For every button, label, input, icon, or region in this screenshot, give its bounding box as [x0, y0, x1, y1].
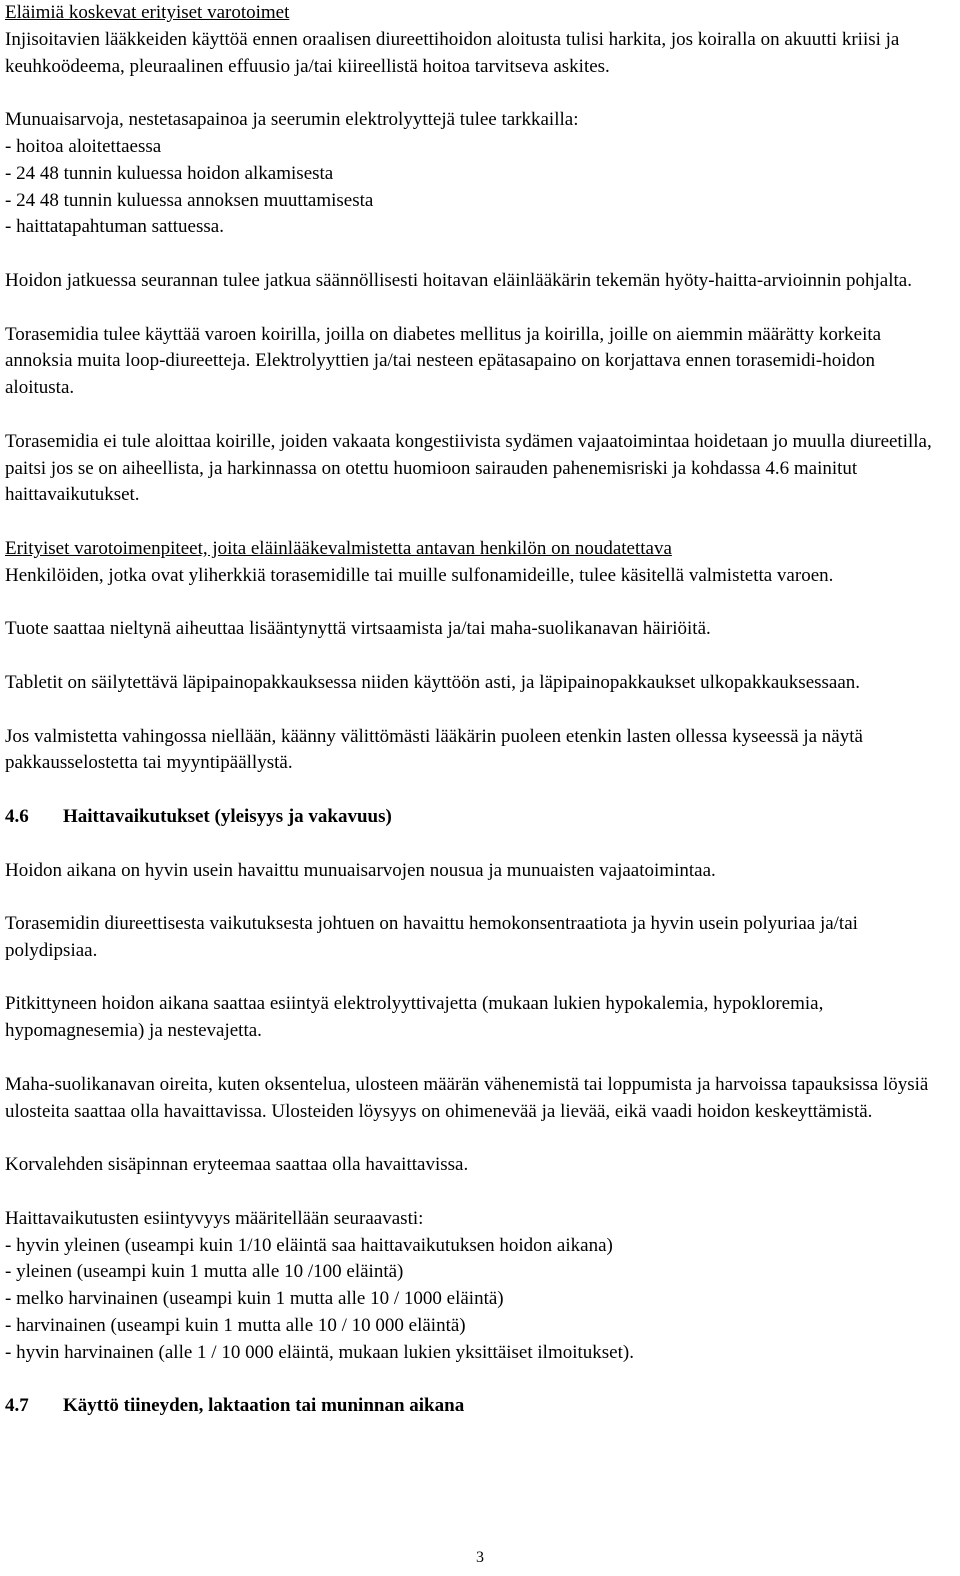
- section-heading-4-7: [5, 1393, 955, 1420]
- paragraph-accidental-ingestion: Jos valmistetta vahingossa niellään, käänny välittömästi lääkärin puoleen etenkin lasten ollessa kyseessä ja näytä pakkausselostetta tai myyntipäällystä.: [5, 725, 863, 774]
- section-heading-4-6: [5, 804, 955, 831]
- list-item-monitoring: - 24 48 tunnin kuluessa annoksen muuttamisesta: [5, 189, 374, 211]
- paragraph-renal-values: Hoidon aikana on hyvin usein havaittu munuaisarvojen nousua ja munuaisten vajaatoimintaa.: [5, 859, 716, 881]
- paragraph-hemoconcentration: Torasemidin diureettisesta vaikutuksesta johtuen on havaittu hemokonsentraatiota ja hyvin usein polyuriaa ja/tai polydipsiaa.: [5, 913, 858, 961]
- paragraph-hypersensitivity: Henkilöiden, jotka ovat yliherkkiä torasemidille tai muille sulfonamideille, tulee käsitellä valmistetta varoen.: [5, 564, 834, 586]
- paragraph-frequency-intro: Haittavaikutusten esiintyvyys määritellään seuraavasti:: [5, 1207, 424, 1229]
- list-item-monitoring: - 24 48 tunnin kuluessa hoidon alkamisesta: [5, 162, 334, 184]
- paragraph-ingestion-effects: Tuote saattaa nieltynä aiheuttaa lisääntynyttä virtsaamista ja/tai maha-suolikanavan häiriöitä.: [5, 618, 711, 640]
- section-title: Käyttö tiineyden, laktaation tai muninnan aikana: [63, 1395, 465, 1417]
- list-item-frequency: - melko harvinainen (useampi kuin 1 mutta alle 10 / 1000 eläintä): [5, 1288, 504, 1310]
- subheading-animal-precautions: Eläimiä koskevat erityiset varotoimet: [5, 2, 290, 23]
- section-number: 4.6: [5, 805, 29, 827]
- paragraph-injectable-use: Injisoitavien lääkkeiden käyttöä ennen oraalisen diureettihoidon aloitusta tulisi harkita, jos koiralla on akuutti kriisi ja keuhkoödeema, pleuraalinen effuusio ja/tai kiireellistä hoitoa tarvitseva askites.: [5, 28, 900, 77]
- paragraph-continued-monitoring: Hoidon jatkuessa seurannan tulee jatkua säännöllisesti hoitavan eläinlääkärin tekemän hyöty-haitta-arvioinnin pohjalta.: [5, 269, 912, 291]
- list-item-frequency: - hyvin yleinen (useampi kuin 1/10 eläintä saa haittavaikutuksen hoidon aikana): [5, 1234, 613, 1256]
- paragraph-monitoring-intro: Munuaisarvoja, nestetasapainoa ja seerumin elektrolyyttejä tulee tarkkailla:: [5, 109, 579, 131]
- paragraph-ear-erythema: Korvalehden sisäpinnan eryteemaa saattaa olla havaittavissa.: [5, 1154, 469, 1176]
- paragraph-diabetes-caution: Torasemidia tulee käyttää varoen koirilla, joilla on diabetes mellitus ja koirilla, joille on aiemmin määrätty korkeita annoksia muita loop-diureetteja. Elektrolyyttien ja/tai nesteen epätasapaino on korjattava ennen torasemidi-hoidon aloitusta.: [5, 323, 882, 399]
- section-title: Haittavaikutukset (yleisyys ja vakavuus): [63, 805, 392, 827]
- list-item-frequency: - yleinen (useampi kuin 1 mutta alle 10 /100 eläintä): [5, 1261, 404, 1283]
- section-number: 4.7: [5, 1395, 29, 1417]
- list-item-monitoring: - haittatapahtuman sattuessa.: [5, 216, 224, 238]
- page-number: 3: [476, 1549, 484, 1566]
- list-item-frequency: - harvinainen (useampi kuin 1 mutta alle 10 / 10 000 eläintä): [5, 1315, 466, 1337]
- paragraph-no-initiation: Torasemidia ei tule aloittaa koirille, joiden vakaata kongestiivista sydämen vajaatoimintaa hoidetaan jo muulla diureetilla, paitsi jos se on aiheellista, ja harkinnassa on otettu huomioon sairauden pahenemisriski ja kohdassa 4.6 mainitut haittavaikutukset.: [5, 430, 932, 506]
- list-item-frequency: - hyvin harvinainen (alle 1 / 10 000 eläintä, mukaan lukien yksittäiset ilmoitukset).: [5, 1341, 634, 1363]
- document-page: [5, 0, 955, 1420]
- paragraph-storage: Tabletit on säilytettävä läpipainopakkauksessa niiden käyttöön asti, ja läpipainopakkaukset ulkopakkauksessaan.: [5, 671, 861, 693]
- paragraph-electrolyte-deficit: Pitkittyneen hoidon aikana saattaa esiintyä elektrolyyttivajetta (mukaan lukien hypokalemia, hypokloremia, hypomagnesemia) ja nestevajetta.: [5, 993, 824, 1042]
- paragraph-gastrointestinal: Maha-suolikanavan oireita, kuten oksentelua, ulosteen määrän vähenemistä tai loppumista ja harvoissa tapauksissa löysiä ulosteita saattaa olla havaittavissa. Ulosteiden löysyys on ohimenevää ja lievää, eikä vaadi hoidon keskeyttämistä.: [5, 1073, 929, 1122]
- subheading-administrator-precautions: Erityiset varotoimenpiteet, joita eläinlääkevalmistetta antavan henkilön on noudatettava: [5, 537, 672, 559]
- list-item-monitoring: - hoitoa aloitettaessa: [5, 135, 162, 157]
